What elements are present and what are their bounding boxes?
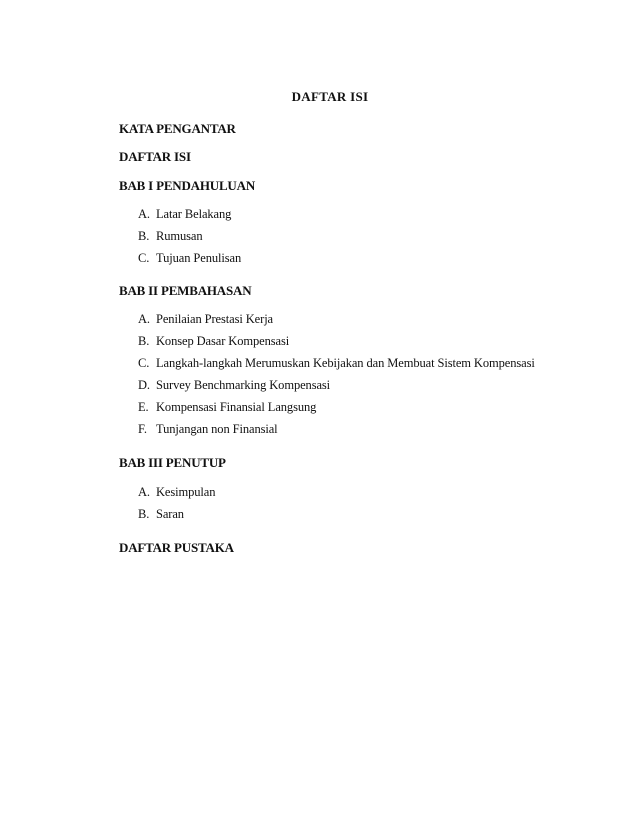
toc-kata-pengantar: KATA PENGANTAR bbox=[119, 121, 236, 136]
toc-bab1-item-a bbox=[138, 207, 231, 222]
page-title: DAFTAR ISI bbox=[291, 89, 369, 104]
item-text: Konsep Dasar Kompensasi bbox=[156, 334, 290, 348]
toc-bab1-item-b bbox=[138, 229, 203, 244]
item-letter: C. bbox=[138, 251, 150, 265]
toc-bab2-item-d bbox=[138, 378, 330, 393]
toc-bab1-item-c bbox=[138, 251, 241, 266]
toc-daftar-pustaka: DAFTAR PUSTAKA bbox=[119, 540, 234, 555]
item-letter: C. bbox=[138, 356, 150, 370]
item-letter: F. bbox=[138, 422, 147, 436]
toc-bab2-item-a bbox=[138, 312, 273, 327]
item-text: Survey Benchmarking Kompensasi bbox=[156, 378, 331, 392]
item-letter: A. bbox=[138, 312, 150, 326]
toc-bab2-item-b bbox=[138, 334, 289, 349]
item-text: Tujuan Penulisan bbox=[156, 251, 242, 265]
item-letter: D. bbox=[138, 378, 150, 392]
item-text: Langkah-langkah Merumuskan Kebijakan dan Membuat Sistem Kompensasi bbox=[156, 356, 535, 370]
item-text: Saran bbox=[156, 507, 184, 521]
item-letter: E. bbox=[138, 400, 149, 414]
item-letter: B. bbox=[138, 507, 150, 521]
toc-bab2-item-e bbox=[138, 400, 316, 415]
item-text: Kesimpulan bbox=[156, 485, 216, 499]
toc-bab2-item-c bbox=[138, 356, 535, 371]
item-letter: B. bbox=[138, 334, 150, 348]
item-text: Rumusan bbox=[156, 229, 203, 243]
item-letter: A. bbox=[138, 207, 150, 221]
item-text: Penilaian Prestasi Kerja bbox=[156, 312, 274, 326]
item-letter: B. bbox=[138, 229, 150, 243]
item-text: Latar Belakang bbox=[156, 207, 232, 221]
item-letter: A. bbox=[138, 485, 150, 499]
toc-bab2-heading: BAB II PEMBAHASAN bbox=[119, 283, 252, 298]
toc-bab3-item-b bbox=[138, 507, 184, 522]
toc-bab2-item-f bbox=[138, 422, 278, 437]
toc-bab1-heading: BAB I PENDAHULUAN bbox=[119, 178, 256, 193]
toc-bab3-heading: BAB III PENUTUP bbox=[119, 455, 226, 470]
toc-daftar-isi: DAFTAR ISI bbox=[119, 149, 191, 164]
item-text: Tunjangan non Finansial bbox=[156, 422, 278, 436]
toc-bab3-item-a bbox=[138, 485, 215, 500]
item-text: Kompensasi Finansial Langsung bbox=[156, 400, 317, 414]
